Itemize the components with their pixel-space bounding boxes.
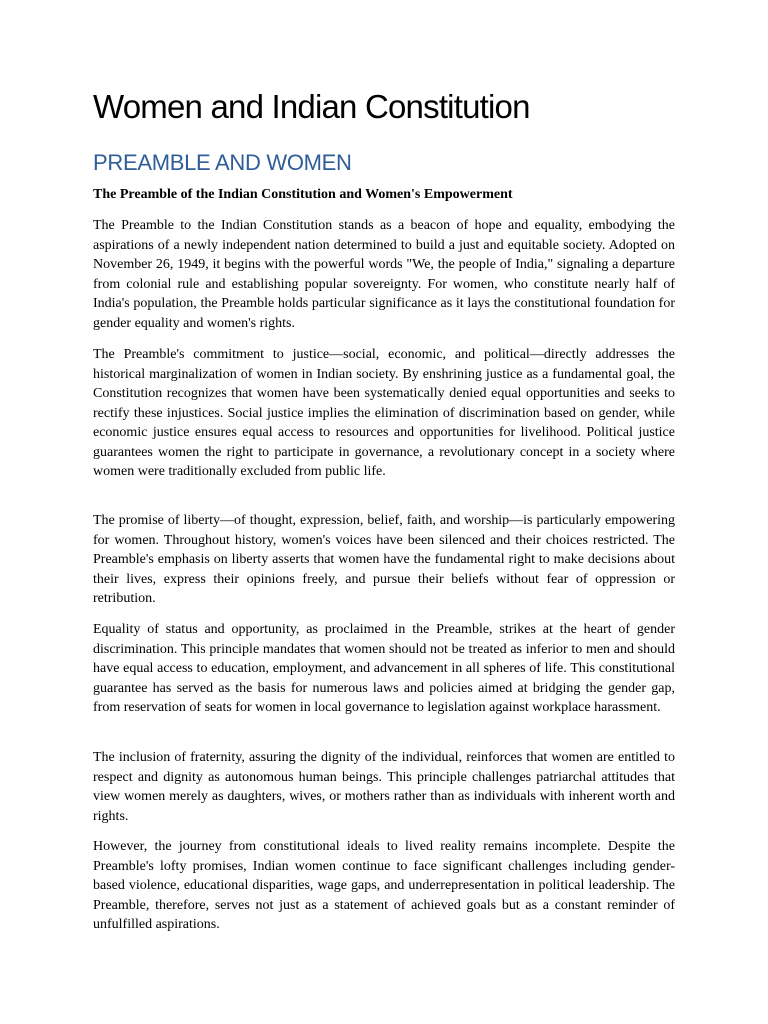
- body-paragraph: The inclusion of fraternity, assuring the dignity of the individual, reinforces that women are entitled to respect and dignity as autonomous human beings. This principle challenges patriarchal attitudes that view women merely as daughters, wives, or mothers rather than as individuals with inherent worth and rights.: [93, 750, 675, 824]
- body-paragraph: Equality of status and opportunity, as proclaimed in the Preamble, strikes at the heart of gender discrimination. This principle mandates that women should not be treated as inferior to men and should have equal access to education, employment, and advancement in all spheres of life. This constitutional guarantee has served as the basis for numerous laws and policies aimed at bridging the gender gap, from reservation of seats for women in local governance to legislation against workplace harassment.: [93, 622, 675, 715]
- body-paragraph: The Preamble to the Indian Constitution stands as a beacon of hope and equality, embodying the aspirations of a newly independent nation determined to build a just and equitable society. Adopted on November 26, 1949, it begins with the powerful words "We, the people of India," signaling a departure from colonial rule and establishing popular sovereignty. For women, who constitute nearly half of India's population, the Preamble holds particular significance as it lays the constitutional foundation for gender equality and women's rights.: [93, 218, 675, 331]
- document-title: Women and Indian Constitution: [93, 88, 530, 125]
- body-paragraph: The promise of liberty—of thought, expression, belief, faith, and worship—is particularly empowering for women. Throughout history, women's voices have been silenced and their choices restricted. The Preamble's emphasis on liberty asserts that women have the fundamental right to make decisions about their lives, express their opinions freely, and pursue their beliefs without fear of oppression or retribution.: [93, 513, 675, 606]
- subheading: The Preamble of the Indian Constitution and Women's Empowerment: [93, 187, 513, 202]
- document-page: [93, 0, 675, 1024]
- body-paragraph: The Preamble's commitment to justice—social, economic, and political—directly addresses the historical marginalization of women in Indian society. By enshrining justice as a fundamental goal, the Constitution recognizes that women have been systematically denied equal opportunities and seeks to rectify these injustices. Social justice implies the elimination of discrimination based on gender, while economic justice ensures equal access to resources and opportunities for livelihood. Political justice guarantees women the right to participate in governance, a revolutionary concept in a society where women were traditionally excluded from public life.: [93, 347, 675, 479]
- body-paragraph: However, the journey from constitutional ideals to lived reality remains incomplete. Despite the Preamble's lofty promises, Indian women continue to face significant challenges including gender-based violence, educational disparities, wage gaps, and underrepresentation in political leadership. The Preamble, therefore, serves not just as a statement of achieved goals but as a constant reminder of unfulfilled aspirations.: [93, 839, 675, 932]
- section-heading: PREAMBLE AND WOMEN: [93, 150, 352, 175]
